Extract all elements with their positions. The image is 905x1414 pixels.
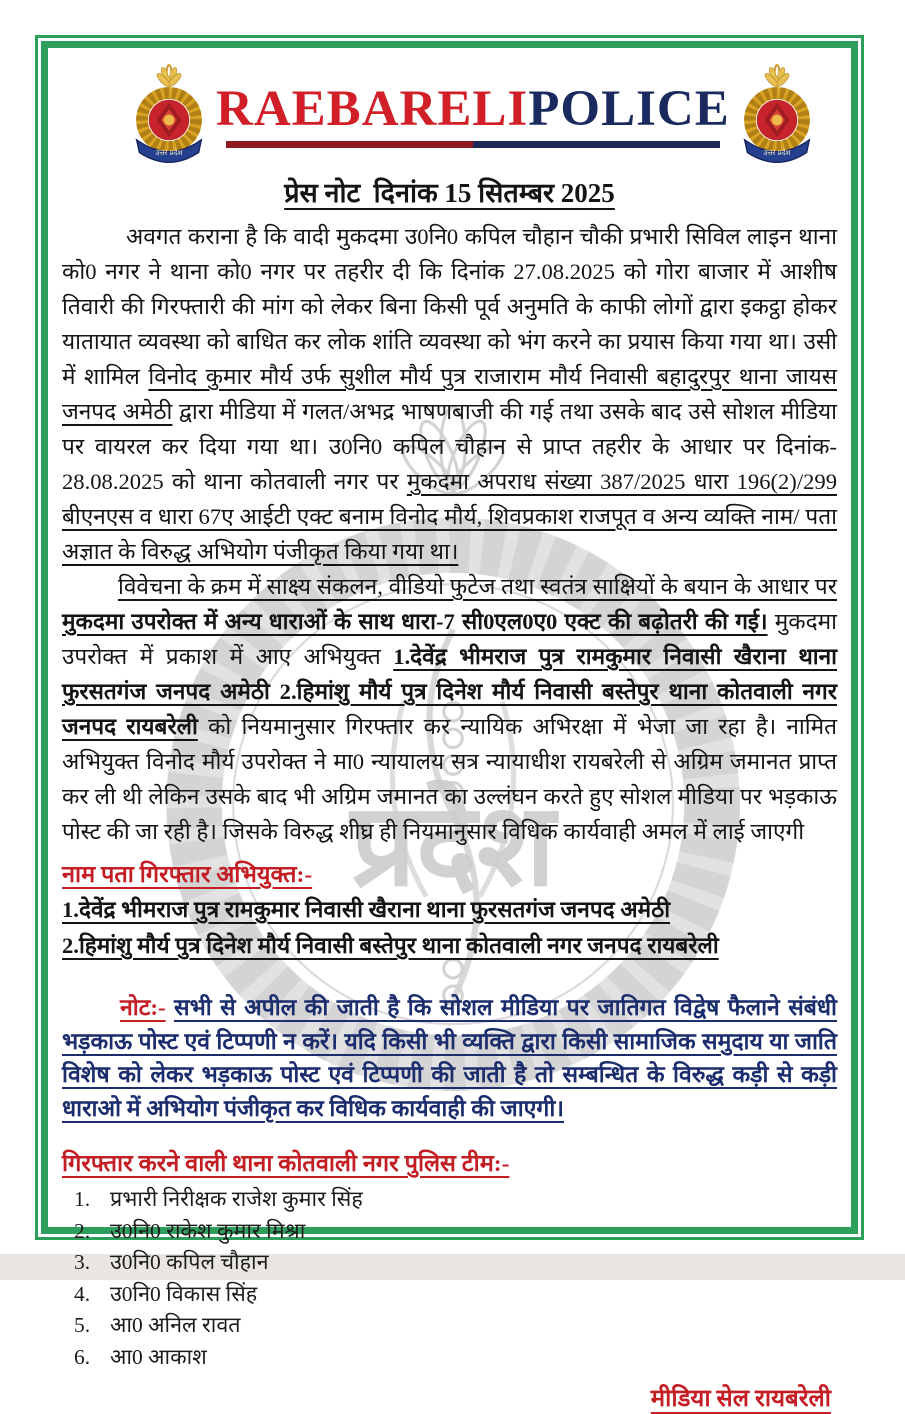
text-span: मुकदमा उपरोक्त में अन्य धाराओं के साथ धारा-7 सी0एल0ए0 एक्ट की बढ़ोतरी की गई। (62, 609, 768, 634)
divider-navy-half (473, 141, 720, 148)
team-member: उ0नि0 कपिल चौहान (110, 1250, 269, 1274)
team-member: उ0नि0 विकास सिंह (110, 1281, 258, 1306)
brand-raebareli: RAEBARELI (216, 80, 529, 137)
up-police-emblem-right-icon (732, 62, 822, 169)
team-member: आ0 अनिल रावत (110, 1313, 241, 1337)
divider-red-half (226, 141, 473, 148)
text-span: द्वारा मीडिया में गलत/अभद्र भाषणबाजी की गई तथा उसके बाद उसे सोशल मीडिया पर वायरल कर दिया गया था। उ0नि0 कपिल चौहान से प्राप्त तहरीर के आधार पर दिनांक- 28.08.2025 को थाना कोतवाली नगर पर (62, 399, 837, 494)
text-span (166, 995, 174, 1020)
team-member: उ0नि0 राकेश कुमार मिश्रा (110, 1218, 306, 1243)
brand-title (216, 80, 730, 137)
page-border-outer (35, 35, 864, 1412)
text-span: मुकदमा उपरोक्त में प्रकाश में आए अभियुक्त (62, 609, 837, 669)
paragraph-investigation (62, 569, 837, 849)
team-member: प्रभारी निरीक्षक राजेश कुमार सिंह (110, 1187, 363, 1211)
note-paragraph (62, 991, 837, 1125)
press-note-title: प्रेस नोट दिनांक 15 सितम्बर 2025 (284, 178, 615, 208)
up-police-emblem-left-icon (124, 62, 214, 169)
paragraph-complaint (62, 219, 837, 569)
watermark-text: प्रदेश (350, 781, 556, 910)
team-heading: गिरफ्तार करने वाली थाना कोतवाली नगर पुलिस टीम:- (62, 1151, 510, 1177)
brand-block (216, 80, 730, 148)
text-span: नोट:- (120, 995, 166, 1020)
arrested-person-2: 2.हिमांशु मौर्य पुत्र दिनेश मौर्य निवासी बस्तेपुर थाना कोतवाली नगर जनपद रायबरेली (62, 933, 719, 958)
text-span: 1.देवेंद्र भीमराज पुत्र रामकुमार निवासी खैराना थाना फुरसतगंज जनपद अमेठी 2.हिमांशु मौर्य पुत्र दिनेश मौर्य निवासी बस्तेपुर थाना कोतवाली नगर जनपद रायबरेली (62, 644, 837, 739)
arrested-person-1: 1.देवेंद्र भीमराज पुत्र रामकुमार निवासी खैराना थाना फुरसतगंज जनपद अमेठी (62, 897, 671, 922)
police-team-list (62, 1184, 837, 1373)
document-content (48, 48, 851, 1414)
team-member: आ0 आकाश (110, 1344, 207, 1369)
text-span: विनोद कुमार मौर्य उर्फ सुशील मौर्य पुत्र राजाराम मौर्य निवासी बहादुरपुर थाना जायस जनपद अमेठी (62, 364, 837, 424)
text-span: को नियमानुसार गिरफ्तार कर न्यायिक अभिरक्षा में भेजा जा रहा है। नामित अभियुक्त विनोद मौर्य उपरोक्त ने मा0 न्यायालय सत्र न्यायाधीश रायबरेली से अग्रिम जमानत प्राप्त कर ली थी लेकिन उसके बाद भी अग्रिम जमानत का उल्लंघन करते हुए सोशल मीडिया पर भड़काऊ पोस्ट की जा रही है। जिसके विरुद्ध शीघ्र ही नियमानुसार विधिक कार्यवाही अमल में लाई जाएगी (62, 714, 837, 844)
brand-divider (226, 141, 719, 148)
text-span: सभी से अपील की जाती है कि सोशल मीडिया पर जातिगत विद्वेष फैलाने संबंधी भड़काऊ पोस्ट एवं टिप्पणी न करें। यदि किसी भी व्यक्ति द्वारा किसी सामाजिक समुदाय या जाति विशेष को लेकर भड़काऊ पोस्ट एवं टिप्पणी की जाती है तो सम्बन्धित के विरुद्ध कड़ी से कड़ी धाराओ में अभियोग पंजीकृत कर विधिक कार्यवाही की जाएगी। (62, 995, 837, 1121)
text-span: मुकदमा अपराध संख्या 387/2025 धारा 196(2)/299 बीएनएस व धारा 67ए आईटी एक्ट बनाम विनोद मौर्य, शिवप्रकाश राजपूत व अन्य व्यक्ति नाम/ पता अज्ञात के विरुद्ध अभियोग पंजीकृत किया गया था। (62, 469, 837, 564)
page-border-inner (41, 41, 858, 1412)
media-cell-signature: मीडिया सेल रायबरेली (650, 1386, 831, 1412)
arrested-heading: नाम पता गिरफ्तार अभियुक्त:- (62, 862, 313, 888)
text-span: अवगत कराना है कि वादी मुकदमा उ0नि0 कपिल चौहान चौकी प्रभारी सिविल लाइन थाना को0 नगर ने थाना को0 नगर पर तहरीर दी कि दिनांक 27.08.2025 को गोरा बाजार में आशीष तिवारी की गिरफ्तारी की मांग को लेकर बिना किसी पूर्व अनुमति के काफी लोगों द्वारा इकट्ठा होकर यातायात व्यवस्था को बाधित कर लोक शांति व्यवस्था को भंग करने का प्रयास किया गया था। उसी में शामिल (62, 224, 837, 389)
letterhead (62, 62, 837, 169)
brand-police: POLICE (528, 80, 730, 137)
text-span: विवेचना के क्रम में साक्ष्य संकलन, वीडियो फुटेज तथा स्वतंत्र साक्षियों के बयान के आधार पर (118, 574, 837, 599)
